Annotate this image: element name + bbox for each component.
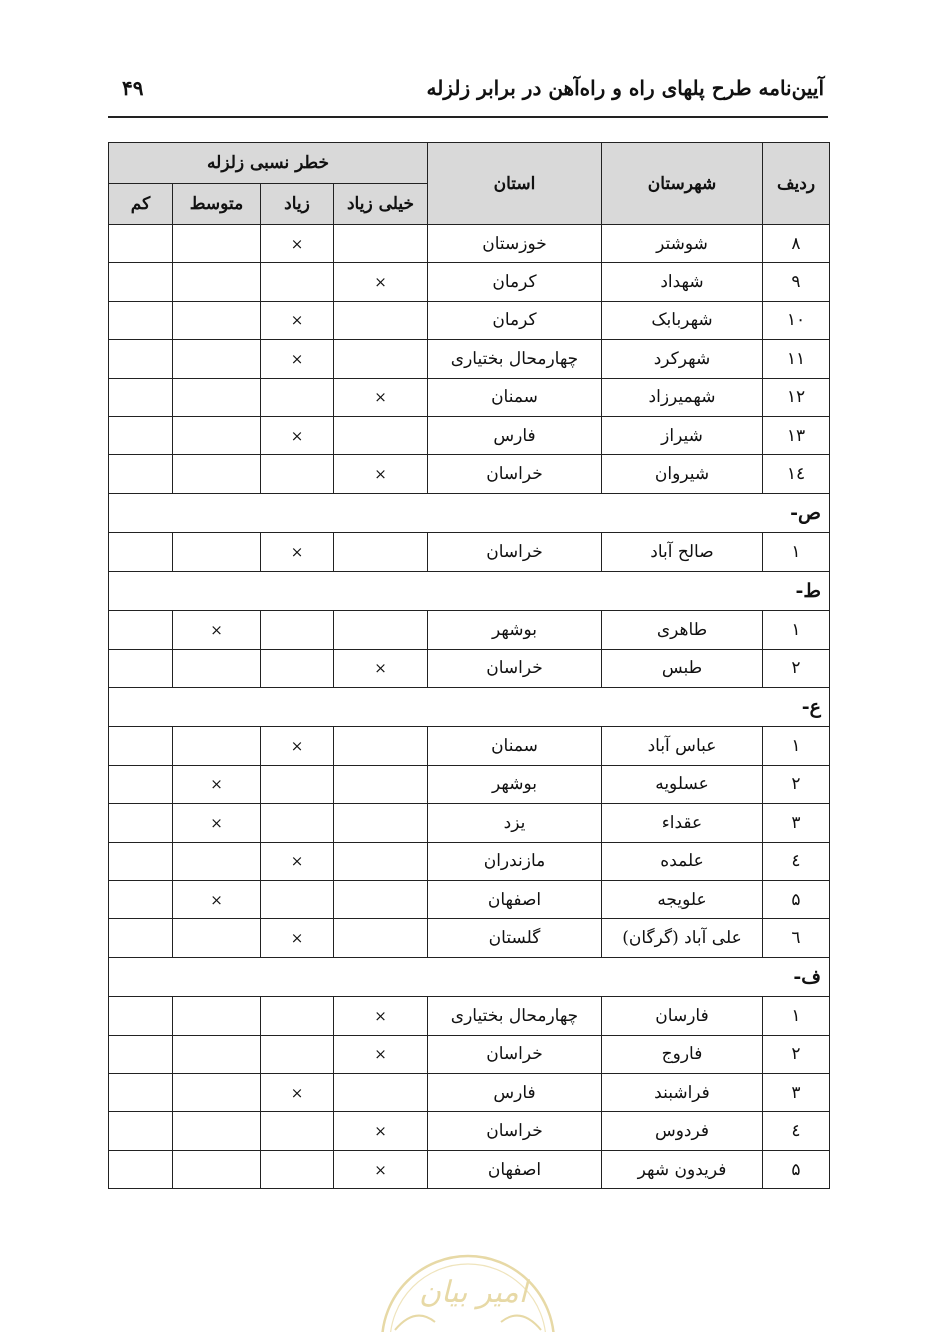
earthquake-risk-table: [108, 142, 830, 1189]
table-row: [109, 1035, 830, 1073]
row-number-cell: ۵: [763, 1150, 830, 1188]
province-cell: خراسان: [428, 1035, 602, 1073]
row-number-cell: ٦: [763, 919, 830, 957]
table-row: [109, 455, 830, 493]
row-number-cell: ۸: [763, 225, 830, 263]
low-cell: [109, 727, 173, 765]
table-row: [109, 301, 830, 339]
province-cell: سمنان: [428, 378, 602, 416]
table-row: [109, 997, 830, 1035]
very-high-cell: [334, 533, 428, 571]
medium-cell: [173, 919, 261, 957]
very-high-cell: [334, 611, 428, 649]
table-body: [109, 225, 830, 1189]
low-cell: [109, 225, 173, 263]
province-cell: خراسان: [428, 533, 602, 571]
very-high-cell: [334, 804, 428, 842]
row-number-cell: ۱۱: [763, 340, 830, 378]
row-number-cell: ٤: [763, 842, 830, 880]
medium-cell: [173, 416, 261, 454]
very-high-cell: [334, 727, 428, 765]
page-header: [108, 70, 828, 118]
county-cell: شیروان: [602, 455, 763, 493]
high-cell: [261, 880, 334, 918]
county-cell: فارسان: [602, 997, 763, 1035]
low-cell: [109, 533, 173, 571]
row-number-cell: ۱: [763, 997, 830, 1035]
low-cell: [109, 416, 173, 454]
table-row: [109, 263, 830, 301]
table-row: [109, 225, 830, 263]
county-cell: فردوس: [602, 1112, 763, 1150]
high-cell: ×: [261, 842, 334, 880]
medium-cell: [173, 263, 261, 301]
table-row: [109, 611, 830, 649]
county-cell: فراشبند: [602, 1074, 763, 1112]
province-cell: چهارمحال بختیاری: [428, 997, 602, 1035]
col-header-very-high: خیلی زیاد: [334, 184, 428, 225]
county-cell: طبس: [602, 649, 763, 687]
low-cell: [109, 765, 173, 803]
province-cell: اصفهان: [428, 880, 602, 918]
medium-cell: [173, 301, 261, 339]
section-row: [109, 571, 830, 611]
high-cell: [261, 1112, 334, 1150]
county-cell: طاهری: [602, 611, 763, 649]
medium-cell: [173, 1112, 261, 1150]
col-header-province: استان: [428, 143, 602, 225]
table-row: [109, 378, 830, 416]
row-number-cell: ۳: [763, 804, 830, 842]
very-high-cell: ×: [334, 1112, 428, 1150]
province-cell: کرمان: [428, 301, 602, 339]
very-high-cell: [334, 340, 428, 378]
col-header-county: شهرستان: [602, 143, 763, 225]
county-cell: صالح آباد: [602, 533, 763, 571]
section-label: ف-: [109, 957, 830, 997]
section-label: ط-: [109, 571, 830, 611]
col-header-high: زیاد: [261, 184, 334, 225]
very-high-cell: [334, 416, 428, 454]
high-cell: ×: [261, 727, 334, 765]
very-high-cell: [334, 842, 428, 880]
col-header-row: ردیف: [763, 143, 830, 225]
section-row: [109, 493, 830, 533]
province-cell: خوزستان: [428, 225, 602, 263]
table-row: [109, 842, 830, 880]
very-high-cell: ×: [334, 455, 428, 493]
seal-logo-text: امیر بیان: [418, 1275, 528, 1310]
high-cell: ×: [261, 416, 334, 454]
very-high-cell: [334, 880, 428, 918]
very-high-cell: [334, 301, 428, 339]
low-cell: [109, 611, 173, 649]
very-high-cell: [334, 919, 428, 957]
low-cell: [109, 997, 173, 1035]
medium-cell: [173, 225, 261, 263]
high-cell: ×: [261, 225, 334, 263]
section-row: [109, 687, 830, 727]
high-cell: [261, 997, 334, 1035]
county-cell: عباس آباد: [602, 727, 763, 765]
high-cell: ×: [261, 533, 334, 571]
table-row: [109, 1150, 830, 1188]
county-cell: شوشتر: [602, 225, 763, 263]
county-cell: عقداء: [602, 804, 763, 842]
medium-cell: [173, 842, 261, 880]
medium-cell: [173, 533, 261, 571]
county-cell: شهرکرد: [602, 340, 763, 378]
row-number-cell: ۹: [763, 263, 830, 301]
low-cell: [109, 1074, 173, 1112]
very-high-cell: [334, 225, 428, 263]
high-cell: [261, 804, 334, 842]
medium-cell: [173, 378, 261, 416]
county-cell: شهداد: [602, 263, 763, 301]
medium-cell: [173, 455, 261, 493]
low-cell: [109, 1035, 173, 1073]
section-label: ص-: [109, 493, 830, 533]
province-cell: بوشهر: [428, 611, 602, 649]
high-cell: [261, 611, 334, 649]
seal-logo-icon: [375, 1246, 561, 1332]
province-cell: یزد: [428, 804, 602, 842]
high-cell: [261, 378, 334, 416]
province-cell: بوشهر: [428, 765, 602, 803]
high-cell: [261, 455, 334, 493]
table-row: [109, 416, 830, 454]
high-cell: [261, 649, 334, 687]
row-number-cell: ۱٤: [763, 455, 830, 493]
medium-cell: [173, 727, 261, 765]
table-row: [109, 765, 830, 803]
very-high-cell: ×: [334, 378, 428, 416]
very-high-cell: [334, 765, 428, 803]
high-cell: [261, 765, 334, 803]
very-high-cell: [334, 1074, 428, 1112]
province-cell: چهارمحال بختیاری: [428, 340, 602, 378]
low-cell: [109, 919, 173, 957]
table-row: [109, 1074, 830, 1112]
page-number: ۴۹: [122, 76, 144, 100]
low-cell: [109, 649, 173, 687]
province-cell: کرمان: [428, 263, 602, 301]
row-number-cell: ۱: [763, 533, 830, 571]
county-cell: شیراز: [602, 416, 763, 454]
medium-cell: [173, 1035, 261, 1073]
medium-cell: [173, 649, 261, 687]
row-number-cell: ۲: [763, 649, 830, 687]
high-cell: [261, 1035, 334, 1073]
province-cell: فارس: [428, 416, 602, 454]
row-number-cell: ۱۳: [763, 416, 830, 454]
table-row: [109, 919, 830, 957]
low-cell: [109, 378, 173, 416]
row-number-cell: ٤: [763, 1112, 830, 1150]
medium-cell: [173, 1074, 261, 1112]
county-cell: شهمیرزاد: [602, 378, 763, 416]
row-number-cell: ۳: [763, 1074, 830, 1112]
very-high-cell: ×: [334, 1150, 428, 1188]
table-row: [109, 533, 830, 571]
medium-cell: ×: [173, 611, 261, 649]
very-high-cell: ×: [334, 1035, 428, 1073]
low-cell: [109, 1150, 173, 1188]
high-cell: ×: [261, 301, 334, 339]
row-number-cell: ۵: [763, 880, 830, 918]
row-number-cell: ۲: [763, 1035, 830, 1073]
table-row: [109, 1112, 830, 1150]
medium-cell: ×: [173, 804, 261, 842]
province-cell: سمنان: [428, 727, 602, 765]
high-cell: ×: [261, 340, 334, 378]
province-cell: خراسان: [428, 455, 602, 493]
table-row: [109, 804, 830, 842]
row-number-cell: ۱۲: [763, 378, 830, 416]
page-title: آیین‌نامه طرح پلهای راه و راه‌آهن در برابر زلزله: [426, 76, 824, 100]
county-cell: فریدون شهر: [602, 1150, 763, 1188]
county-cell: علمده: [602, 842, 763, 880]
low-cell: [109, 880, 173, 918]
county-cell: عسلویه: [602, 765, 763, 803]
province-cell: خراسان: [428, 1112, 602, 1150]
very-high-cell: ×: [334, 997, 428, 1035]
medium-cell: ×: [173, 765, 261, 803]
province-cell: مازندران: [428, 842, 602, 880]
medium-cell: [173, 1150, 261, 1188]
medium-cell: ×: [173, 880, 261, 918]
table-row: [109, 340, 830, 378]
county-cell: شهربابک: [602, 301, 763, 339]
low-cell: [109, 263, 173, 301]
section-label: ع-: [109, 687, 830, 727]
table-row: [109, 649, 830, 687]
medium-cell: [173, 997, 261, 1035]
very-high-cell: ×: [334, 263, 428, 301]
county-cell: علی آباد (گرگان): [602, 919, 763, 957]
high-cell: ×: [261, 919, 334, 957]
province-cell: فارس: [428, 1074, 602, 1112]
medium-cell: [173, 340, 261, 378]
very-high-cell: ×: [334, 649, 428, 687]
table-row: [109, 880, 830, 918]
low-cell: [109, 804, 173, 842]
province-cell: خراسان: [428, 649, 602, 687]
low-cell: [109, 1112, 173, 1150]
col-header-low: کم: [109, 184, 173, 225]
county-cell: فاروج: [602, 1035, 763, 1073]
table-row: [109, 727, 830, 765]
section-row: [109, 957, 830, 997]
row-number-cell: ۲: [763, 765, 830, 803]
province-cell: گلستان: [428, 919, 602, 957]
col-header-medium: متوسط: [173, 184, 261, 225]
county-cell: علویجه: [602, 880, 763, 918]
row-number-cell: ۱: [763, 727, 830, 765]
high-cell: [261, 263, 334, 301]
row-number-cell: ۱۰: [763, 301, 830, 339]
province-cell: اصفهان: [428, 1150, 602, 1188]
high-cell: [261, 1150, 334, 1188]
low-cell: [109, 301, 173, 339]
col-header-risk-group: خطر نسبی زلزله: [109, 143, 428, 184]
row-number-cell: ۱: [763, 611, 830, 649]
low-cell: [109, 455, 173, 493]
high-cell: ×: [261, 1074, 334, 1112]
low-cell: [109, 340, 173, 378]
low-cell: [109, 842, 173, 880]
